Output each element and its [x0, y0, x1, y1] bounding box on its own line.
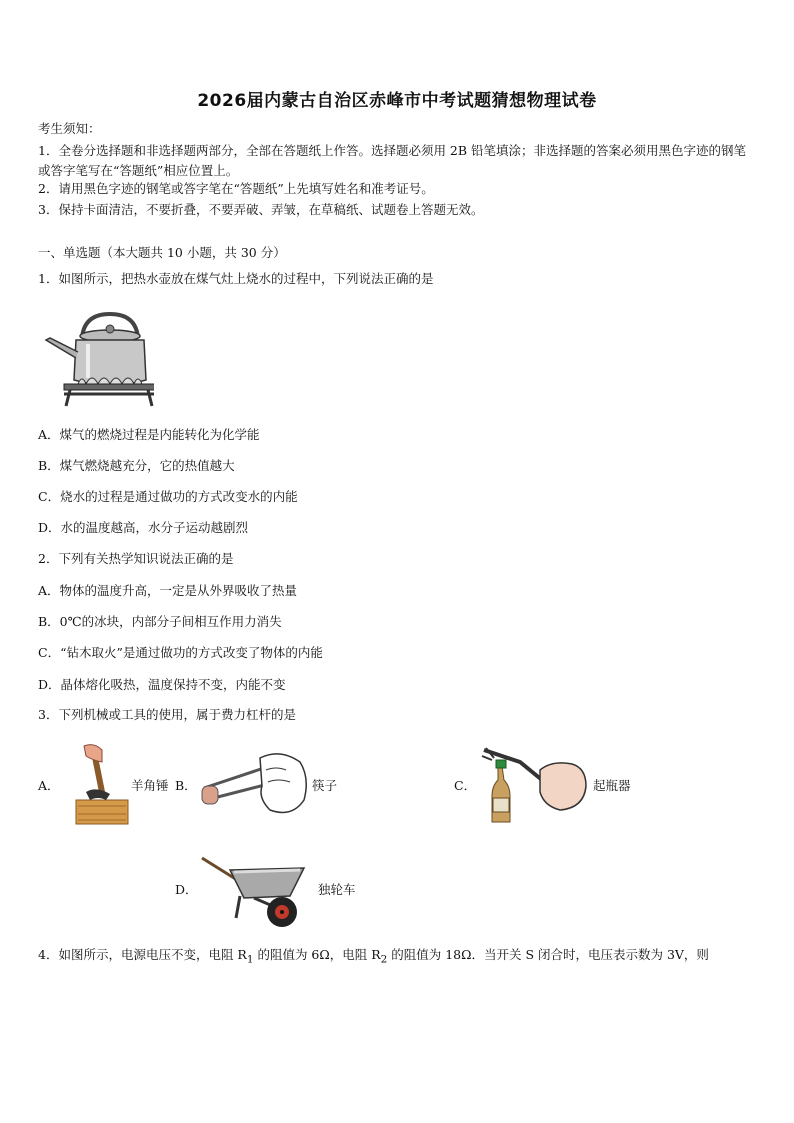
bottle-opener-figure — [480, 746, 592, 824]
note-item-2: 2．请用黑色字迹的钢笔或答字笔在“答题纸”上先填写姓名和准考证号。 — [38, 181, 434, 196]
question-3-option-a-letter: A． — [38, 778, 60, 793]
question-4-stem — [38, 947, 758, 968]
question-1-option-c: C．烧水的过程是通过做功的方式改变水的内能 — [38, 489, 298, 504]
question-3-option-c-label: 起瓶器 — [593, 778, 631, 793]
question-4-stem-part-2: 的阻值为 6Ω，电阻 R — [253, 947, 381, 962]
question-2-option-a: A．物体的温度升高，一定是从外界吸收了热量 — [38, 583, 298, 598]
question-3-option-c-letter: C． — [454, 778, 477, 793]
question-1-option-b: B．煤气燃烧越充分，它的热值越大 — [38, 458, 235, 473]
exam-title: 2026届内蒙古自治区赤峰市中考试题猜想物理试卷 — [197, 91, 597, 111]
question-2-option-d: D．晶体熔化吸热，温度保持不变，内能不变 — [38, 677, 286, 692]
note-item-1: 1．全卷分选择题和非选择题两部分，全部在答题纸上作答。选择题必须用 2B 铅笔填涂；非选择题的答案必须用黑色字迹的钢笔或答字笔写在“答题纸”相应位置上。 — [38, 143, 747, 178]
note-item-3: 3．保持卡面清洁，不要折叠，不要弄破、弄皱，在草稿纸、试题卷上答题无效。 — [38, 202, 484, 217]
section-heading: 一、单选题（本大题共 10 小题，共 30 分） — [38, 245, 286, 260]
question-3-option-b-label: 筷子 — [312, 778, 338, 793]
question-1-stem: 1．如图所示，把热水壶放在煤气灶上烧水的过程中，下列说法正确的是 — [38, 271, 434, 286]
question-2-option-b: B．0℃的冰块，内部分子间相互作用力消失 — [38, 614, 282, 629]
question-4-stem-part-3: 的阻值为 18Ω．当开关 S 闭合时，电压表示数为 3V，则 — [387, 947, 709, 962]
question-3-option-a-label: 羊角锤 — [131, 778, 169, 793]
claw-hammer-figure — [72, 742, 130, 826]
question-3-option-b-letter: B． — [175, 778, 197, 793]
question-3-stem: 3．下列机械或工具的使用，属于费力杠杆的是 — [38, 707, 296, 722]
wheelbarrow-figure — [200, 852, 310, 930]
question-3-option-d-letter: D． — [175, 882, 198, 897]
question-2-option-c: C．“钻木取火”是通过做功的方式改变了物体的内能 — [38, 645, 323, 660]
question-4-stem-part-1: 4．如图所示，电源电压不变，电阻 R — [38, 947, 247, 962]
notes-heading: 考生须知： — [38, 121, 101, 136]
r1-subscript: 1 — [246, 953, 254, 966]
question-1-option-a: A．煤气的燃烧过程是内能转化为化学能 — [38, 427, 260, 442]
question-2-stem: 2．下列有关热学知识说法正确的是 — [38, 551, 234, 566]
chopsticks-figure — [200, 748, 312, 820]
question-3-option-d-label: 独轮车 — [318, 882, 356, 897]
kettle-on-stove-figure — [42, 310, 154, 408]
r2-subscript: 2 — [380, 953, 388, 966]
question-1-option-d: D．水的温度越高，水分子运动越剧烈 — [38, 520, 249, 535]
